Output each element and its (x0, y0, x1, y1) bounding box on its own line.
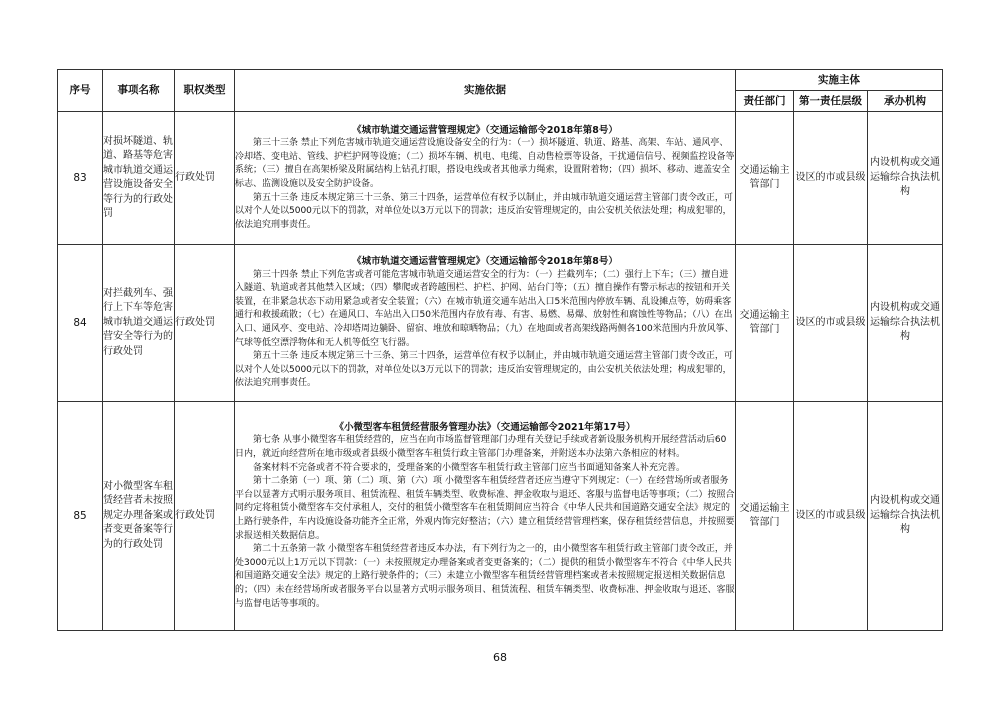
header-row (58, 70, 943, 91)
row-power-type: 行政处罚 (175, 245, 235, 402)
row-first-level: 设区的市或县级 (794, 112, 868, 245)
row-first-level: 设区的市或县级 (794, 245, 868, 402)
header-item-name: 事项名称 (103, 70, 175, 112)
law-article: 第七条 从事小微型客车租赁经营的，应当在向市场监督管理部门办理有关登记手续或者新设服务机构开展经营活动后60日内，就近向经营所在地市级或者县级小微型客车租赁行政主管部门办理备案，并附送本办法第六条相应的材料。 (235, 435, 727, 460)
row-basis (235, 245, 736, 402)
law-article: 第五十三条 违反本规定第三十三条、第三十四条，运营单位有权予以制止，并由城市轨道交通运营主管部门责令改正，可以对个人处以5000元以下的罚款，对单位处以3万元以下的罚款；违反治安管理规定的，由公安机关依法处理；构成犯罪的，依法追究刑事责任。 (235, 192, 733, 230)
header-first-level: 第一责任层级 (794, 91, 868, 112)
enforcement-table (57, 69, 943, 631)
row-seq: 84 (58, 245, 103, 402)
law-title: 《城市轨道交通运营管理规定》（交通运输部令2018年第8号） (352, 256, 618, 268)
row-resp-dept: 交通运输主管部门 (736, 112, 794, 245)
row-item-name: 对拦截列车、强行上下车等危害城市轨道交通运营安全等行为的行政处罚 (103, 245, 175, 402)
law-title: 《城市轨道交通运营管理规定》（交通运输部令2018年第8号） (352, 124, 618, 136)
row-resp-dept: 交通运输主管部门 (736, 245, 794, 402)
table-row (58, 245, 943, 402)
row-item-name: 对损坏隧道、轨道、路基等危害城市轨道交通运营设施设备安全等行为的行政处罚 (103, 112, 175, 245)
header-subject: 实施主体 (736, 70, 943, 91)
row-resp-dept: 交通运输主管部门 (736, 402, 794, 631)
row-power-type: 行政处罚 (175, 402, 235, 631)
row-agency: 内设机构或交通运输综合执法机构 (868, 245, 943, 402)
row-power-type: 行政处罚 (175, 112, 235, 245)
header-seq: 序号 (58, 70, 103, 112)
row-agency: 内设机构或交通运输综合执法机构 (868, 112, 943, 245)
header-basis: 实施依据 (235, 70, 736, 112)
row-basis (235, 112, 736, 245)
header-agency: 承办机构 (868, 91, 943, 112)
law-article: 第二十五条第一款 小微型客车租赁经营者违反本办法，有下列行为之一的，由小微型客车租赁行政主管部门责令改正，并处3000元以上1万元以下罚款：（一）未按照规定办理备案或者变更备案的；（二）提供的租赁小微型客车不符合《中华人民共和国道路交通安全法》规定的上路行驶条件的；（三）未建立小微型客车租赁经营管理档案或者未按照规定报送相关数据信息的；（四）未在经营场所或者服务平台以显著方式明示服务项目、租赁流程、租赁车辆类型、收费标准、押金收取与退还、客服与监督电话等事项的。 (235, 544, 735, 609)
page-number: 68 (493, 651, 507, 664)
row-seq: 85 (58, 402, 103, 631)
law-article: 第三十四条 禁止下列危害或者可能危害城市轨道交通运营安全的行为：（一）拦截列车；（二）强行上下车；（三）擅自进入隧道、轨道或者其他禁入区域；（四）攀爬或者跨越围栏、护栏、护网、站台门等；（五）擅自操作有警示标志的按钮和开关装置，在非紧急状态下动用紧急或者安全装置；（六）在城市轨道交通车站出入口5米范围内停放车辆、乱设摊点等，妨碍乘客通行和救援疏散；（七）在通风口、车站出入口50米范围内存放有毒、有害、易燃、易爆、放射性和腐蚀性等物品；（八）在出入口、通风亭、变电站、冷却塔周边躺卧、留宿、堆放和晾晒物品；（九）在地面或者高架线路两侧各100米范围内升放风筝、气球等低空漂浮物体和无人机等低空飞行器。 (235, 269, 734, 348)
row-basis (235, 402, 736, 631)
header-resp-dept: 责任部门 (736, 91, 794, 112)
row-agency: 内设机构或交通运输综合执法机构 (868, 402, 943, 631)
row-seq: 83 (58, 112, 103, 245)
row-first-level: 设区的市或县级 (794, 402, 868, 631)
law-article: 第三十三条 禁止下列危害城市轨道交通运营设施设备安全的行为：（一）损坏隧道、轨道、路基、高架、车站、通风亭、冷却塔、变电站、管线、护栏护网等设施；（二）损坏车辆、机电、电缆、自动售检票等设备，干扰通信信号、视频监控设备等系统；（三）擅自在高架桥梁及附属结构上钻孔打眼，搭设电线或者其他承力绳索，设置附着物；（四）损坏、移动、遮盖安全标志、监测设施以及安全防护设备。 (235, 138, 735, 189)
law-title: 《小微型客车租赁经营服务管理办法》（交通运输部令2021年第17号） (334, 421, 636, 433)
table-row (58, 402, 943, 631)
header-power-type: 职权类型 (175, 70, 235, 112)
law-article: 第五十三条 违反本规定第三十三条、第三十四条，运营单位有权予以制止，并由城市轨道交通运营主管部门责令改正，可以对个人处以5000元以下的罚款，对单位处以3万元以下的罚款；违反治安管理规定的，由公安机关依法处理；构成犯罪的，依法追究刑事责任。 (235, 351, 733, 389)
row-item-name: 对小微型客车租赁经营者未按照规定办理备案或者变更备案等行为的行政处罚 (103, 402, 175, 631)
law-article: 第十二条第（一）项、第（二）项、第（六）项 小微型客车租赁经营者还应当遵守下列规定：（一）在经营场所或者服务平台以显著方式明示服务项目、租赁流程、租赁车辆类型、收费标准、押金收取与退还、客服与监督电话等事项；（二）按照合同约定将租赁小微型客车交付承租人，交付的租赁小微型客车在租赁期间应当符合《中华人民共和国道路交通安全法》规定的上路行驶条件，车内设施设备功能齐全正常，外观内饰完好整洁；（六）建立租赁经营管理档案，保存租赁经营信息，并按照要求报送相关数据信息。 (235, 476, 735, 541)
table-row (58, 112, 943, 245)
law-article: 备案材料不完备或者不符合要求的，受理备案的小微型客车租赁行政主管部门应当书面通知备案人补充完善。 (253, 462, 686, 473)
